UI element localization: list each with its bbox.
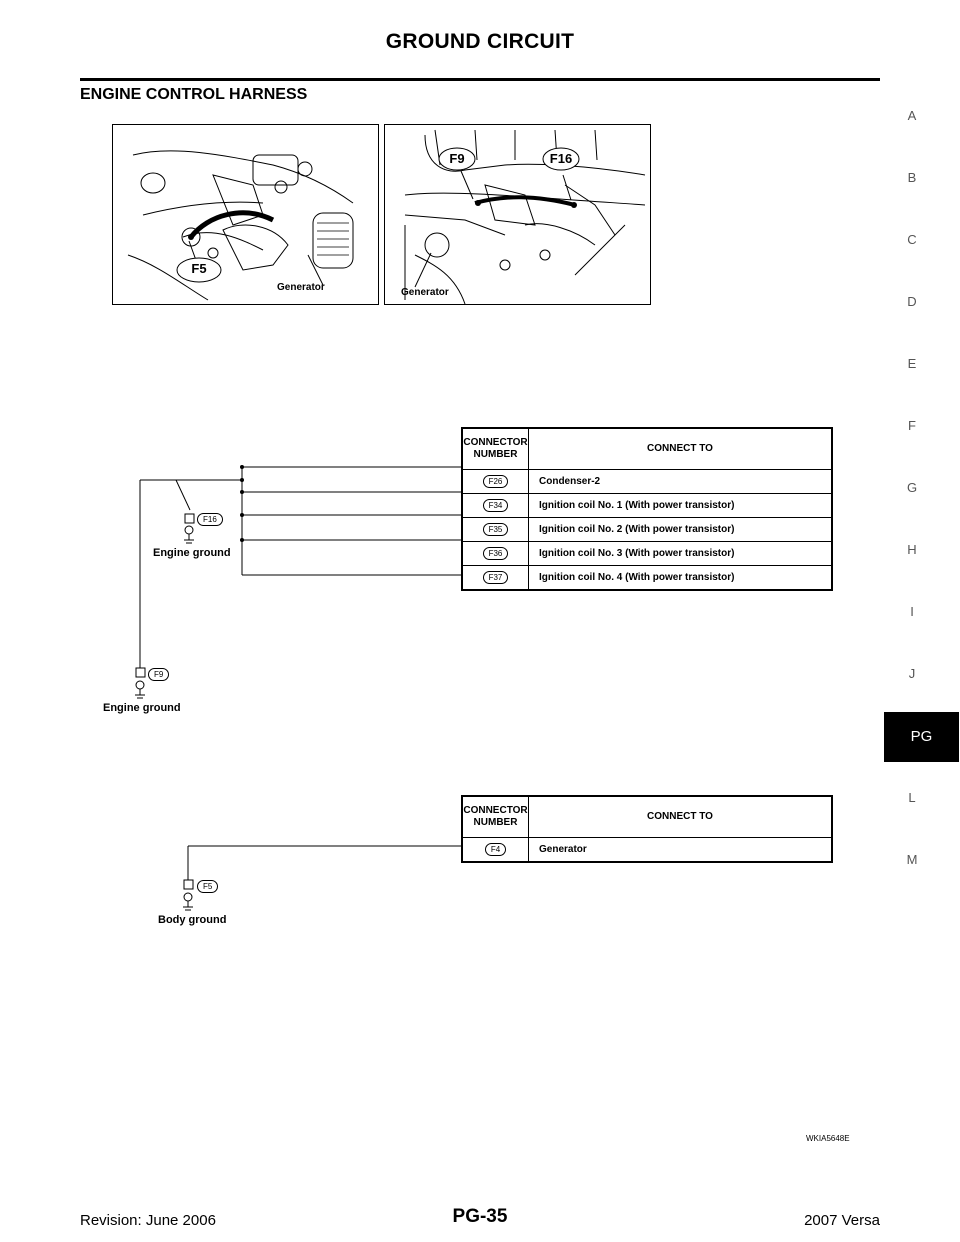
- connector-id: F4: [485, 843, 506, 856]
- side-tab-m[interactable]: M: [906, 852, 918, 867]
- connector-table-body: [461, 795, 833, 863]
- photo-label-f9: F9: [449, 151, 465, 166]
- table-row: [462, 518, 832, 542]
- table-header-row: [462, 428, 832, 470]
- ground-label-f5: Body ground: [158, 914, 227, 926]
- side-tab-d[interactable]: D: [907, 294, 917, 309]
- side-tab-g[interactable]: G: [906, 480, 918, 495]
- side-tab-f[interactable]: F: [908, 418, 916, 433]
- side-tab-h[interactable]: H: [907, 542, 917, 557]
- connector-id: F34: [483, 499, 509, 512]
- table-row: [462, 566, 832, 591]
- connect-to: Generator: [529, 838, 833, 863]
- table-row: [462, 494, 832, 518]
- footer-page-number: PG-35: [452, 1206, 508, 1227]
- connect-to: Condenser-2: [529, 470, 833, 494]
- connect-to: Ignition coil No. 2 (With power transistor): [529, 518, 833, 542]
- header-connect-to: CONNECT TO: [529, 796, 833, 838]
- photo-label-f5: F5: [191, 261, 207, 276]
- connect-to: Ignition coil No. 4 (With power transistor): [529, 566, 833, 591]
- ground-label-f9: Engine ground: [103, 702, 181, 714]
- side-tab-a[interactable]: A: [907, 108, 917, 123]
- side-tab-pg-active[interactable]: PG: [884, 712, 959, 762]
- page-title: GROUND CIRCUIT: [385, 30, 575, 53]
- header-connector-number: CONNECTOR NUMBER: [462, 796, 529, 838]
- connect-to: Ignition coil No. 1 (With power transistor): [529, 494, 833, 518]
- connector-id: F26: [483, 475, 509, 488]
- side-tab-b[interactable]: B: [907, 170, 917, 185]
- photo-label-generator-right: Generator: [401, 287, 449, 298]
- connector-table-engine: [461, 427, 833, 591]
- connector-id: F36: [483, 547, 509, 560]
- side-tab-l[interactable]: L: [908, 790, 916, 805]
- connector-id: F35: [483, 523, 509, 536]
- figure-code: WKIA5648E: [806, 1134, 850, 1143]
- table-row: [462, 470, 832, 494]
- table-header-row: [462, 796, 832, 838]
- ground-tag-f5: F5: [197, 880, 218, 893]
- ground-label-f16: Engine ground: [153, 547, 231, 559]
- ground-tag-f16: F16: [197, 513, 223, 526]
- side-tab-c[interactable]: C: [907, 232, 917, 247]
- section-heading: ENGINE CONTROL HARNESS: [80, 86, 308, 103]
- footer-revision: Revision: June 2006: [80, 1212, 216, 1229]
- ground-tag-f9: F9: [148, 668, 169, 681]
- footer-model: 2007 Versa: [804, 1212, 880, 1229]
- header-connect-to: CONNECT TO: [529, 428, 833, 470]
- table-row: [462, 542, 832, 566]
- table-row: [462, 838, 832, 863]
- header-connector-number: CONNECTOR NUMBER: [462, 428, 529, 470]
- side-tab-j[interactable]: J: [908, 666, 916, 681]
- photo-label-f16: F16: [549, 151, 573, 166]
- side-tab-e[interactable]: E: [907, 356, 917, 371]
- connect-to: Ignition coil No. 3 (With power transistor): [529, 542, 833, 566]
- photo-label-generator-left: Generator: [277, 282, 325, 293]
- side-tab-i[interactable]: I: [910, 604, 914, 619]
- connector-id: F37: [483, 571, 509, 584]
